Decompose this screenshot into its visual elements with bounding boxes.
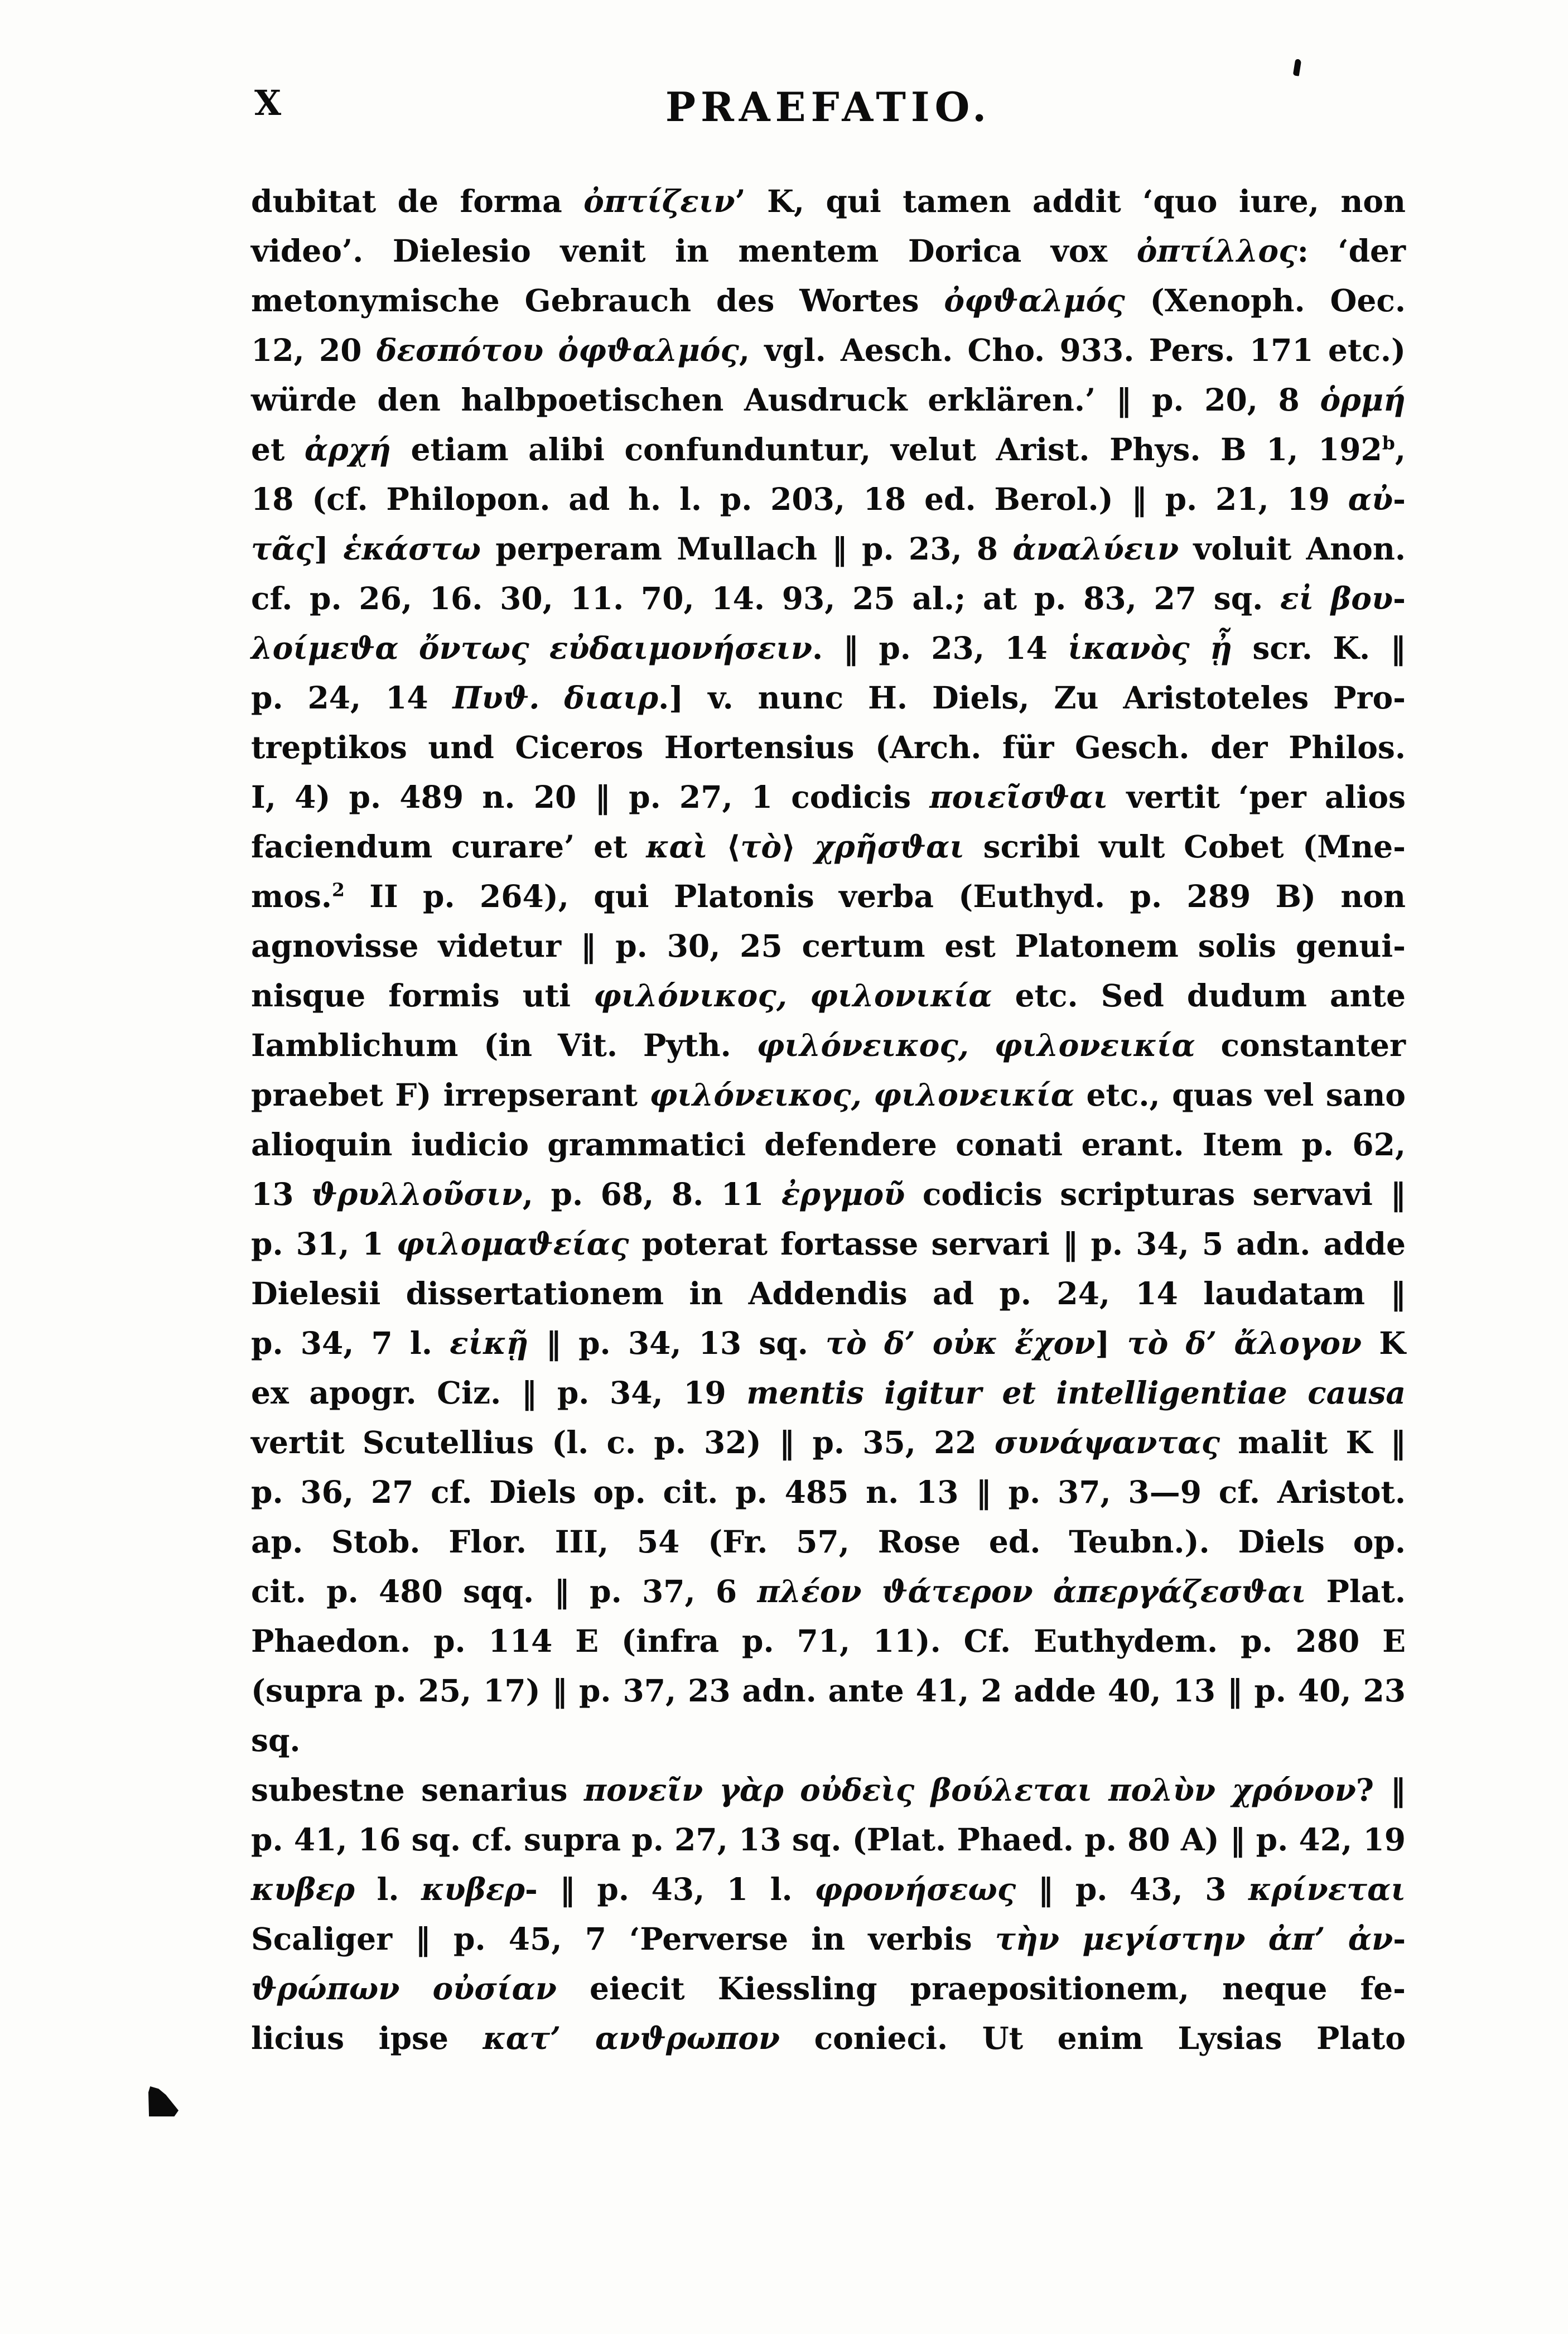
text-line: p. 31, 1 φιλομαϑείας poterat fortasse servari ‖ p. 34, 5 adn. adde	[251, 1226, 1406, 1262]
text-line: λοίμεϑα ὄντως εὐδαιμονήσειν. ‖ p. 23, 14 ἱκανὸς ᾖ scr. K. ‖	[251, 630, 1406, 666]
text-line: cf. p. 26, 16. 30, 11. 70, 14. 93, 25 al.; at p. 83, 27 sq. εἰ βου-	[251, 580, 1406, 616]
text-line: (supra p. 25, 17) ‖ p. 37, 23 adn. ante 41, 2 adde 40, 13 ‖ p. 40, 23 sq.	[251, 1672, 1406, 1758]
page-title: PRAEFATIO.	[665, 83, 992, 131]
page-number: X	[254, 83, 282, 123]
text-line: praebet F) irrepserant φιλόνεικος, φιλονεικία etc., quas vel sano	[251, 1077, 1406, 1113]
ink-blot-mark	[148, 2086, 178, 2116]
text-line: et ἀρχή etiam alibi confunduntur, velut Arist. Phys. B 1, 192$^b$,	[251, 431, 1406, 467]
text-line: p. 34, 7 l. εἰκῇ ‖ p. 34, 13 sq. τὸ δ’ οὐκ ἔχον] τὸ δ’ ἄλογον K	[251, 1325, 1406, 1361]
text-line: subestne senarius πονεῖν γὰρ οὐδεὶς βούλεται πολὺν χρόνον? ‖	[251, 1772, 1406, 1808]
text-line: video’. Dielesio venit in mentem Dorica vox ὀπτίλλος: ‘der	[251, 233, 1406, 269]
text-line: licius ipse κατ’ ανϑρωπον conieci. Ut enim Lysias Plato	[251, 2020, 1406, 2056]
text-line: cit. p. 480 sqq. ‖ p. 37, 6 πλέον ϑάτερον ἀπεργάζεσϑαι Plat.	[251, 1573, 1406, 1609]
text-line: Iamblichum (in Vit. Pyth. φιλόνεικος, φιλονεικία constanter	[251, 1027, 1406, 1063]
text-line: faciendum curare’ et καὶ ⟨τὸ⟩ χρῆσϑαι scribi vult Cobet (Mne-	[251, 828, 1406, 865]
text-line: 13 ϑρυλλοῦσιν, p. 68, 8. 11 ἐργμοῦ codicis scripturas servavi ‖	[251, 1176, 1406, 1212]
page-header	[251, 77, 1406, 133]
text-line: mos.$^2$ II p. 264), qui Platonis verba (Euthyd. p. 289 B) non	[251, 878, 1406, 914]
text-line: ap. Stob. Flor. III, 54 (Fr. 57, Rose ed. Teubn.). Diels op.	[251, 1523, 1406, 1560]
text-line: 12, 20 δεσπότου ὀφϑαλμός, vgl. Aesch. Cho. 933. Pers. 171 etc.)	[251, 332, 1406, 368]
text-line: agnovisse videtur ‖ p. 30, 25 certum est Platonem solis genui-	[251, 928, 1406, 964]
text-line: treptikos und Ciceros Hortensius (Arch. für Gesch. der Philos.	[251, 729, 1406, 765]
text-line: dubitat de forma ὀπτίζειν’ K, qui tamen addit ‘quo iure, non	[251, 183, 1406, 219]
ink-speck-mark	[1293, 59, 1302, 76]
text-line: κυβερ l. κυβερ- ‖ p. 43, 1 l. φρονήσεως ‖ p. 43, 3 κρίνεται	[251, 1871, 1406, 1907]
text-line: Scaliger ‖ p. 45, 7 ‘Perverse in verbis τὴν μεγίστην ἀπ’ ἀν-	[251, 1921, 1406, 1957]
text-line: τᾶς] ἑκάστω perperam Mullach ‖ p. 23, 8 ἀναλύειν voluit Anon.	[251, 531, 1406, 567]
text-block	[251, 176, 1406, 2063]
text-line: nisque formis uti φιλόνικος, φιλονικία etc. Sed dudum ante	[251, 977, 1406, 1014]
text-line: ex apogr. Ciz. ‖ p. 34, 19 mentis igitur et intelligentiae causa	[251, 1375, 1406, 1411]
text-line: metonymische Gebrauch des Wortes ὀφϑαλμός (Xenoph. Oec.	[251, 282, 1406, 319]
text-line: ϑρώπων οὐσίαν eiecit Kiessling praepositionem, neque fe-	[251, 1970, 1406, 2007]
text-line: würde den halbpoetischen Ausdruck erklären.’ ‖ p. 20, 8 ὁρμή	[251, 382, 1406, 418]
text-line: p. 41, 16 sq. cf. supra p. 27, 13 sq. (Plat. Phaed. p. 80 A) ‖ p. 42, 19	[251, 1821, 1406, 1858]
text-line: Dielesii dissertationem in Addendis ad p. 24, 14 laudatam ‖	[251, 1275, 1406, 1311]
text-line: vertit Scutellius (l. c. p. 32) ‖ p. 35, 22 συνάψαντας malit K ‖	[251, 1424, 1406, 1460]
text-line: Phaedon. p. 114 E (infra p. 71, 11). Cf. Euthydem. p. 280 E	[251, 1623, 1406, 1659]
text-line: alioquin iudicio grammatici defendere conati erant. Item p. 62,	[251, 1126, 1406, 1163]
text-line: I, 4) p. 489 n. 20 ‖ p. 27, 1 codicis ποιεῖσϑαι vertit ‘per alios	[251, 779, 1406, 815]
text-line: p. 36, 27 cf. Diels op. cit. p. 485 n. 13 ‖ p. 37, 3—9 cf. Aristot.	[251, 1474, 1406, 1510]
text-line: 18 (cf. Philopon. ad h. l. p. 203, 18 ed. Berol.) ‖ p. 21, 19 αὐ-	[251, 481, 1406, 517]
text-line: p. 24, 14 Πυϑ. διαιρ.] v. nunc H. Diels, Zu Aristoteles Pro-	[251, 679, 1406, 716]
